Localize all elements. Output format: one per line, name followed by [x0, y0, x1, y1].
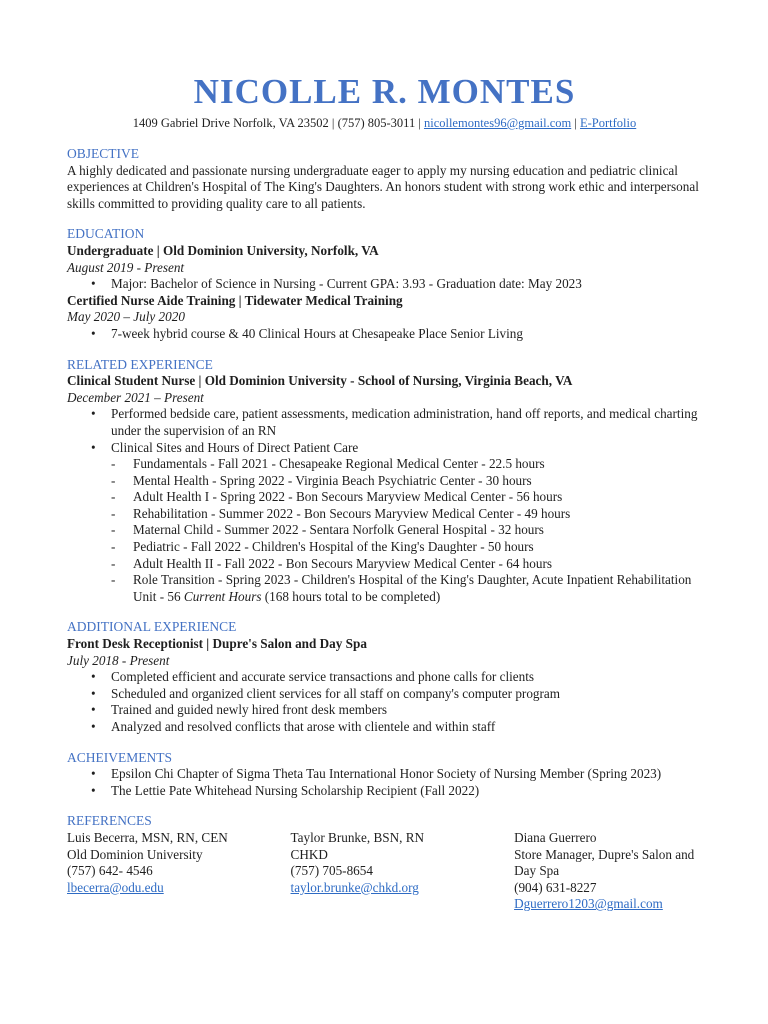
- list-item: - Pediatric - Fall 2022 - Children's Hospital of the King's Daughter - 50 hours: [133, 539, 702, 556]
- candidate-name: NICOLLE R. MONTES: [193, 72, 576, 111]
- reference-phone: (757) 705-8654: [290, 863, 373, 879]
- list-item: - Mental Health - Spring 2022 - Virginia Beach Psychiatric Center - 30 hours: [133, 473, 702, 490]
- email-link[interactable]: nicollemontes96@gmail.com: [423, 116, 572, 130]
- list-item: • Epsilon Chi Chapter of Sigma Theta Tau International Honor Society of Nursing Member (Spring 2023): [111, 766, 702, 783]
- clinical-sites-list: [111, 456, 702, 605]
- objective-text: A highly dedicated and passionate nursing undergraduate eager to apply my nursing education and pediatric clinical experiences at Children's Hospital of The King's Daughters. An honors student with strong work ethic and interpersonal skills committed to providing quality care to all patients.: [67, 162, 699, 211]
- education-entry-1-head: Undergraduate | Old Dominion University, Norfolk, VA: [67, 242, 379, 258]
- list-item: - Maternal Child - Summer 2022 - Sentara Norfolk General Hospital - 32 hours: [133, 522, 702, 539]
- education-entry-2-dates: May 2020 – July 2020: [67, 309, 185, 325]
- reference-org: Old Dominion University: [67, 846, 203, 862]
- contact-address-phone: 1409 Gabriel Drive Norfolk, VA 23502 | (757) 805-3011 |: [132, 116, 424, 130]
- reference-name: Diana Guerrero: [514, 829, 597, 845]
- list-item: [111, 440, 702, 606]
- list-item: • Trained and guided newly hired front desk members: [111, 702, 702, 719]
- related-job-list: [67, 406, 702, 605]
- last-site-italic: Current Hours: [183, 588, 262, 604]
- reference-email-link[interactable]: lbecerra@odu.edu: [67, 879, 164, 895]
- contact-line: [67, 114, 702, 132]
- achievements-list: [67, 766, 702, 799]
- objective-heading: OBJECTIVE: [67, 146, 139, 161]
- list-item: • 7-week hybrid course & 40 Clinical Hours at Chesapeake Place Senior Living: [111, 326, 702, 343]
- references-heading: REFERENCES: [67, 813, 152, 829]
- list-item: • Major: Bachelor of Science in Nursing - Current GPA: 3.93 - Graduation date: May 2023: [111, 276, 702, 293]
- list-item: [133, 572, 702, 605]
- related-job-dates: December 2021 – Present: [67, 389, 204, 405]
- additional-job-list: [67, 669, 702, 735]
- reference-3: [514, 830, 702, 913]
- references-grid: [67, 830, 702, 913]
- reference-name: Luis Becerra, MSN, RN, CEN: [67, 829, 228, 845]
- list-item: • Scheduled and organized client services for all staff on company's computer program: [111, 686, 702, 703]
- education-heading: EDUCATION: [67, 226, 145, 242]
- reference-phone: (757) 642- 4546: [67, 863, 153, 879]
- list-item: • The Lettie Pate Whitehead Nursing Scholarship Recipient (Fall 2022): [111, 783, 702, 800]
- achievements-heading: ACHEIVEMENTS: [67, 749, 172, 765]
- reference-2: [291, 830, 515, 913]
- additional-experience-heading: ADDITIONAL EXPERIENCE: [67, 619, 237, 635]
- reference-email-link[interactable]: Dguerrero1203@gmail.com: [514, 896, 663, 912]
- contact-separator: |: [571, 116, 580, 130]
- last-site-total: (168 hours total to be completed): [261, 588, 441, 604]
- education-entry-2-list: [67, 326, 702, 343]
- last-site-text: Role Transition - Spring 2023 - Children's Hospital of the King's Daughter, Acute Inpatient Rehabilitation Unit - 56: [133, 572, 692, 604]
- education-entry-1-dates: August 2019 - Present: [67, 259, 185, 275]
- reference-1: [67, 830, 291, 913]
- resume-body: [67, 146, 702, 913]
- additional-job-dates: July 2018 - Present: [67, 652, 170, 668]
- additional-job-head: Front Desk Receptionist | Dupre's Salon and Day Spa: [67, 636, 367, 652]
- list-item: • Performed bedside care, patient assessments, medication administration, hand off reports, and medical charting under the supervision of an RN: [111, 406, 702, 439]
- list-item: • Completed efficient and accurate service transactions and phone calls for clients: [111, 669, 702, 686]
- list-item: - Rehabilitation - Summer 2022 - Bon Secours Maryview Medical Center - 49 hours: [133, 506, 702, 523]
- portfolio-link[interactable]: E-Portfolio: [579, 116, 637, 130]
- reference-phone: (904) 631-8227: [514, 879, 597, 895]
- reference-org: Store Manager, Dupre's Salon and Day Spa: [514, 846, 695, 879]
- clinical-sites-label: Clinical Sites and Hours of Direct Patient Care: [111, 439, 359, 455]
- list-item: - Adult Health I - Spring 2022 - Bon Secours Maryview Medical Center - 56 hours: [133, 489, 702, 506]
- reference-email-link[interactable]: taylor.brunke@chkd.org: [290, 879, 419, 895]
- education-entry-2-head: Certified Nurse Aide Training | Tidewater Medical Training: [67, 292, 403, 308]
- related-experience-heading: RELATED EXPERIENCE: [67, 356, 213, 372]
- list-item: • Analyzed and resolved conflicts that arose with clientele and within staff: [111, 719, 702, 736]
- reference-name: Taylor Brunke, BSN, RN: [290, 829, 425, 845]
- list-item: - Adult Health II - Fall 2022 - Bon Secours Maryview Medical Center - 64 hours: [133, 556, 702, 573]
- education-entry-1-list: [67, 276, 702, 293]
- reference-org: CHKD: [290, 846, 328, 862]
- list-item: - Fundamentals - Fall 2021 - Chesapeake Regional Medical Center - 22.5 hours: [133, 456, 702, 473]
- related-job-head: Clinical Student Nurse | Old Dominion University - School of Nursing, Virginia Beach, VA: [67, 373, 573, 389]
